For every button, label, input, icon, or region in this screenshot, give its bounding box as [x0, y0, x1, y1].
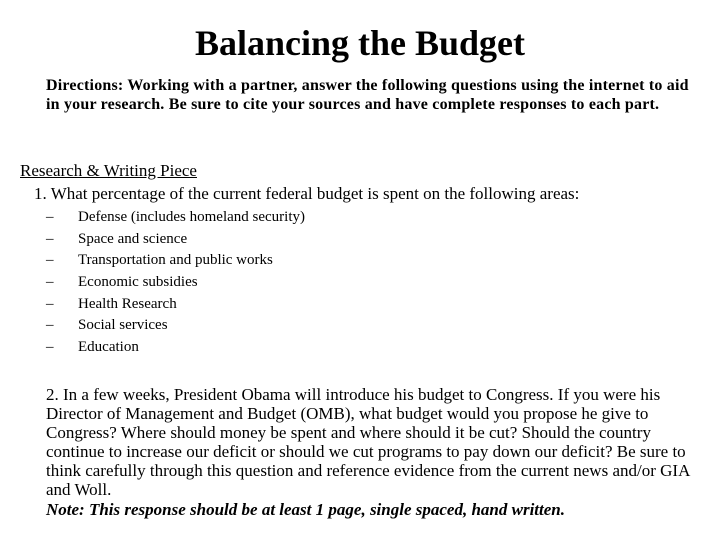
list-item [46, 230, 305, 252]
list-item [46, 208, 305, 230]
dash-bullet: – [46, 339, 54, 356]
dash-bullet: – [46, 317, 54, 334]
question-1: 1. What percentage of the current federal budget is spent on the following areas: [34, 184, 580, 203]
question-2 [46, 385, 706, 519]
dash-bullet: – [46, 252, 54, 269]
list-item-label: Health Research [78, 295, 177, 312]
dash-bullet: – [46, 274, 54, 291]
list-item-label: Social services [78, 317, 168, 334]
dash-bullet: – [46, 295, 54, 312]
list-item [46, 251, 305, 273]
response-note: Note: This response should be at least 1 page, single spaced, hand written. [46, 499, 565, 519]
section-heading: Research & Writing Piece [20, 161, 197, 180]
question-2-text: 2. In a few weeks, President Obama will introduce his budget to Congress. If you were his Director of Management and Budget (OMB), what budget would you propose he give to Congress? Where should money be spent and where should it be cut? Should the country continue to increase our deficit or should we cut programs to pay down our deficit? Be sure to think carefully through this question and reference evidence from the current news and/or GIA and Woll. [46, 385, 690, 500]
directions-text: Directions: Working with a partner, answer the following questions using the internet to aid in your research. Be sure to cite your sources and have complete responses to each part. [46, 77, 689, 113]
list-item-label: Transportation and public works [78, 252, 273, 269]
list-item [46, 273, 305, 295]
page-title: Balancing the Budget [194, 23, 526, 63]
list-item [46, 316, 305, 338]
dash-bullet: – [46, 230, 54, 247]
dash-bullet: – [46, 209, 54, 225]
list-item [46, 295, 305, 317]
list-item [46, 338, 305, 360]
list-item-label: Education [78, 339, 139, 356]
list-item-label: Economic subsidies [78, 274, 198, 291]
budget-areas-list [46, 208, 305, 360]
list-item-label: Space and science [78, 230, 188, 247]
list-item-label: Defense (includes homeland security) [78, 209, 305, 225]
